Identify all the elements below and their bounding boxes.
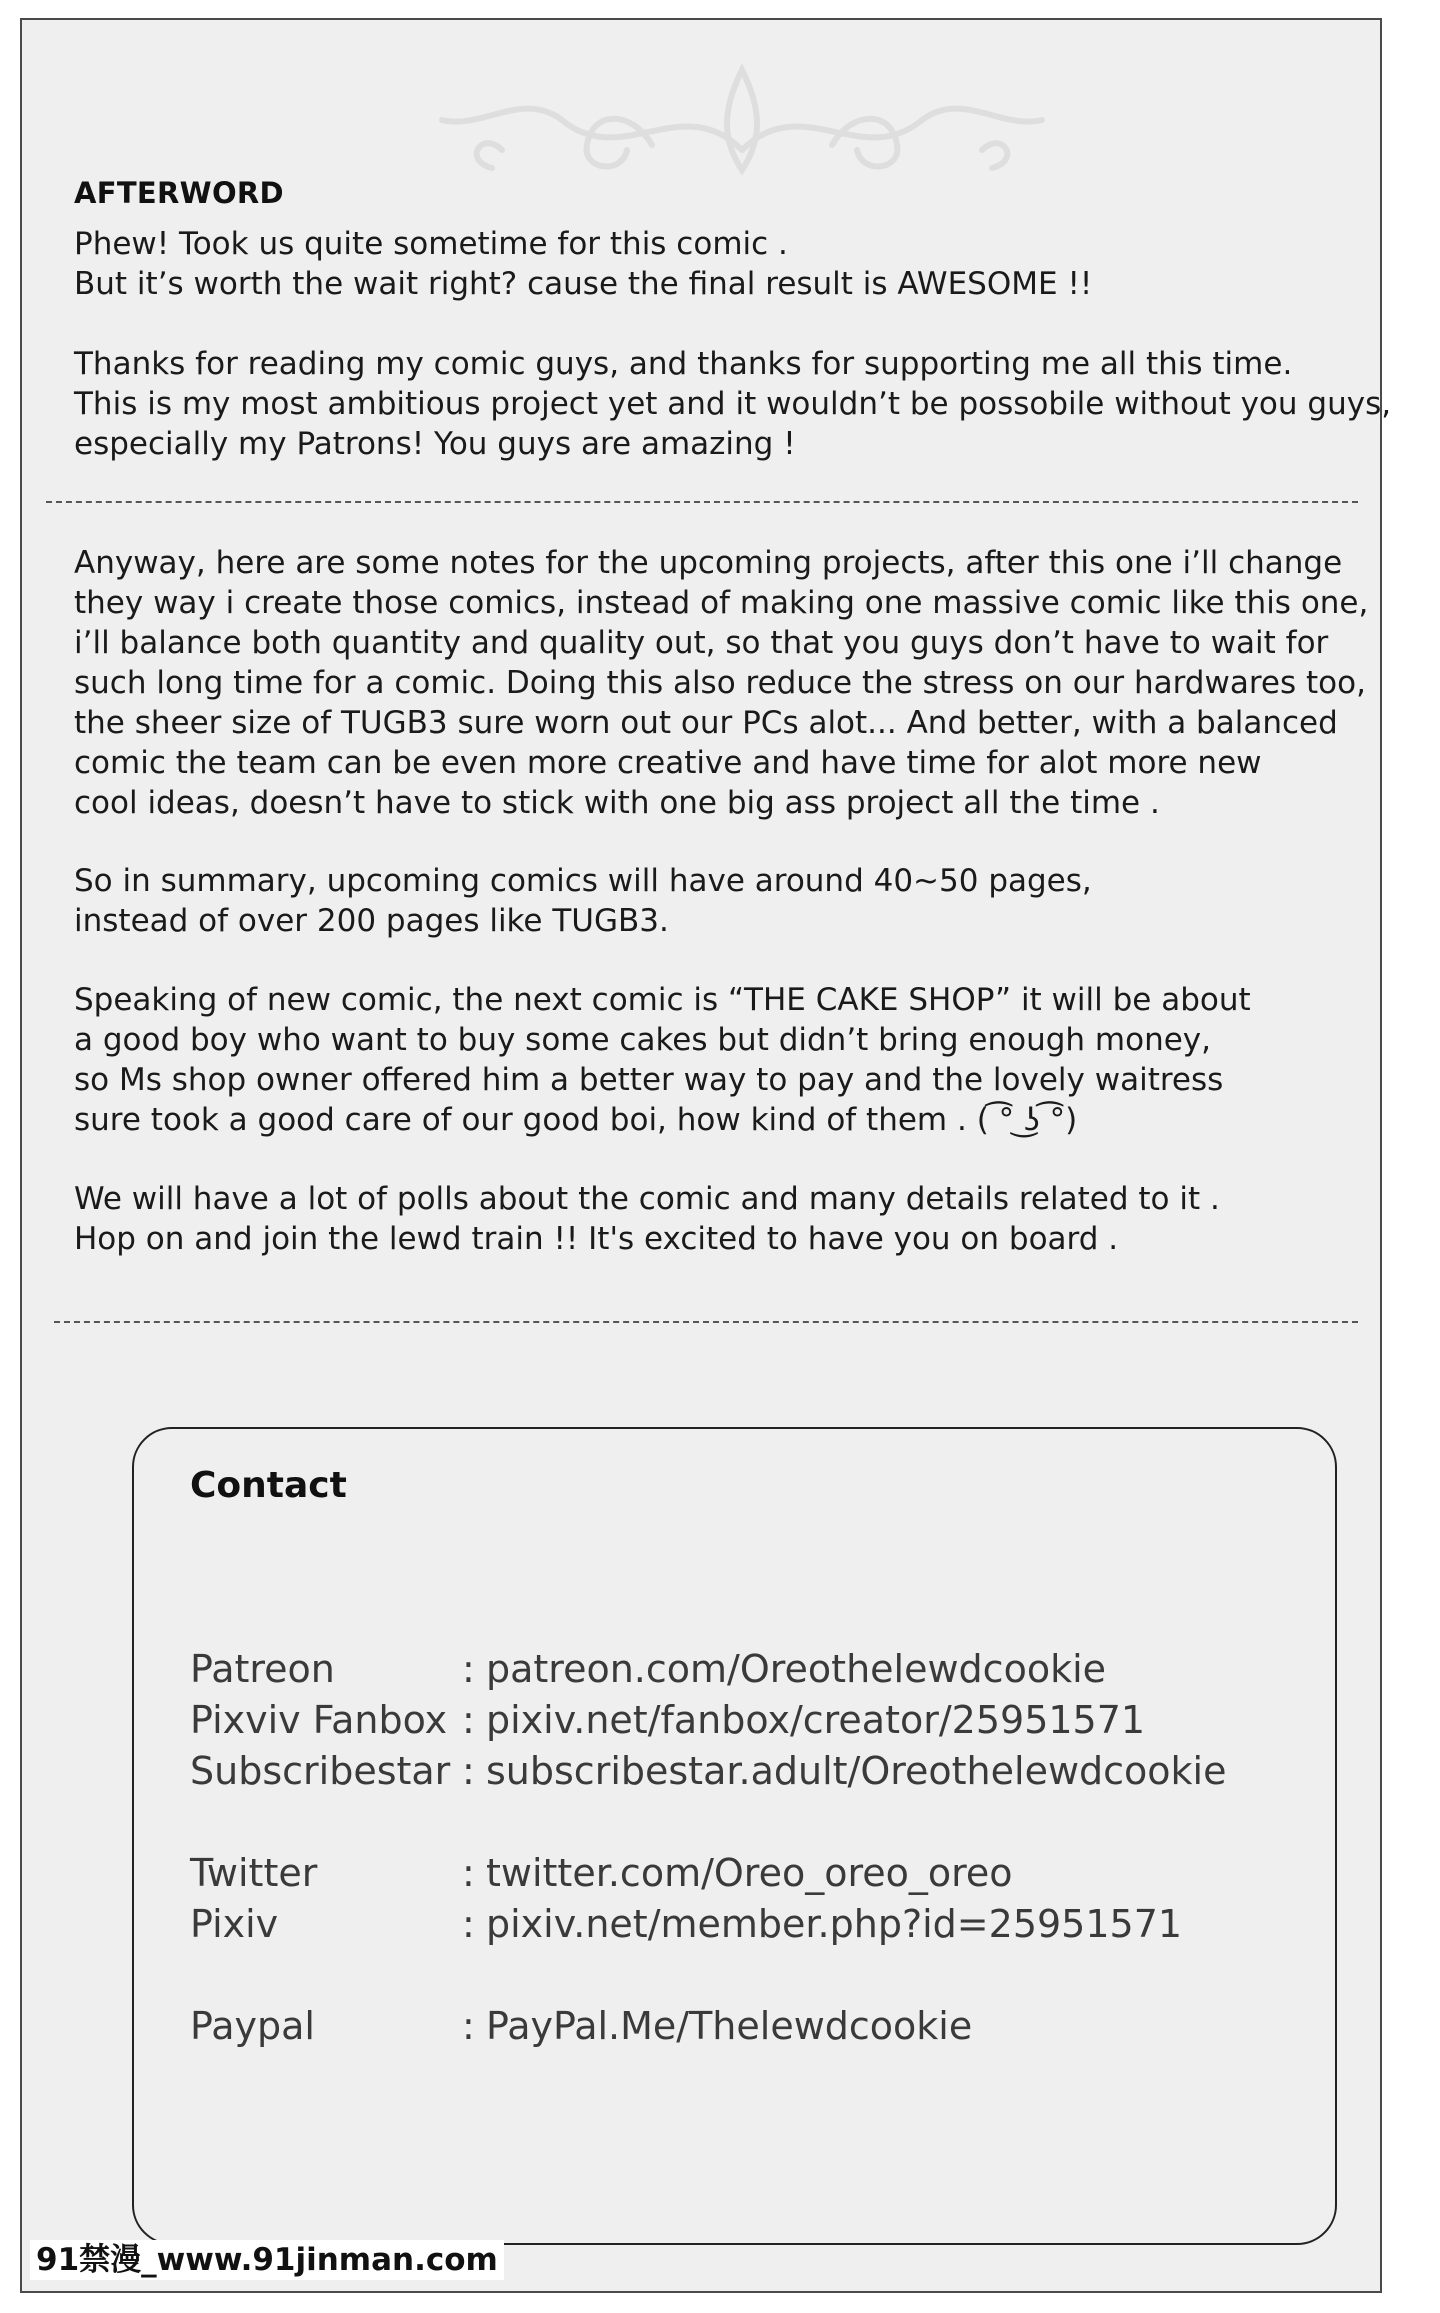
afterword-page (20, 18, 1392, 2293)
site-watermark: 91禁漫_www.91jinman.com (30, 2240, 504, 2280)
paragraph-polls: We will have a lot of polls about the comic and many details related to it . Hop on and join the lewd train !! It's excited to have you on board . (74, 1181, 1220, 1257)
paragraph-thanks: Thanks for reading my comic guys, and thanks for supporting me all this time. This is my most ambitious project yet and it wouldn’t be possobile without you guys, especially my Patrons! You guys are amazing ! (74, 346, 1392, 462)
pixiv-link[interactable]: pixiv.net/member.php?id=25951571 (486, 1902, 1183, 1946)
dashed-divider (54, 1321, 1358, 1323)
twitter-link[interactable]: twitter.com/Oreo_oreo_oreo (486, 1851, 1013, 1895)
contact-box: Contact Patreon : patreon.com/Oreothelewdcookie Pixviv Fanbox : pixiv.net/fanbox/creator/25951571 Subscribestar : subscribestar.adult/Oreothelewdcookie Twitter : twitter.com/Oreo_oreo_oreo Pixiv : pixiv.net/member.php?id=25951571 Paypal : PayPal.Me/Thelewdcookie (132, 1427, 1337, 2245)
dashed-divider (46, 501, 1358, 503)
paragraph-upcoming-notes: Anyway, here are some notes for the upcoming projects, after this one i’ll change they way i create those comics, instead of making one massive comic like this one, i’ll balance both quantity and quality out, so that you guys don’t have to wait for such long time for a comic. Doing this also reduce the stress on our hardwares too, the sheer size of TUGB3 sure worn out our PCs alot... And better, with a balanced comic the team can be even more creative and have time for alot more new cool ideas, doesn’t have to stick with one big ass project all the time . (74, 545, 1369, 821)
patreon-link[interactable]: patreon.com/Oreothelewdcookie (486, 1647, 1107, 1691)
paypal-link[interactable]: PayPal.Me/Thelewdcookie (486, 2004, 973, 2048)
paragraph-summary: So in summary, upcoming comics will have around 40~50 pages, instead of over 200 pages like TUGB3. (74, 863, 1092, 939)
subscribestar-link[interactable]: subscribestar.adult/Oreothelewdcookie (486, 1749, 1227, 1793)
afterword-heading: AFTERWORD (74, 176, 284, 210)
contact-title: Contact (190, 1465, 347, 1506)
fanbox-link[interactable]: pixiv.net/fanbox/creator/25951571 (486, 1698, 1146, 1742)
paragraph-next-comic: Speaking of new comic, the next comic is “THE CAKE SHOP” it will be about a good boy who want to buy some cakes but didn’t bring enough money, so Ms shop owner offered him a better way to pay and the lovely waitress sure took a good care of our good boi, how kind of them . ( ͡° ͜ʖ ͡°) (74, 982, 1251, 1138)
paragraph-intro: Phew! Took us quite sometime for this comic . But it’s worth the wait right? cause the final result is AWESOME !! (74, 226, 1093, 302)
flourish-ornament (422, 50, 1062, 190)
